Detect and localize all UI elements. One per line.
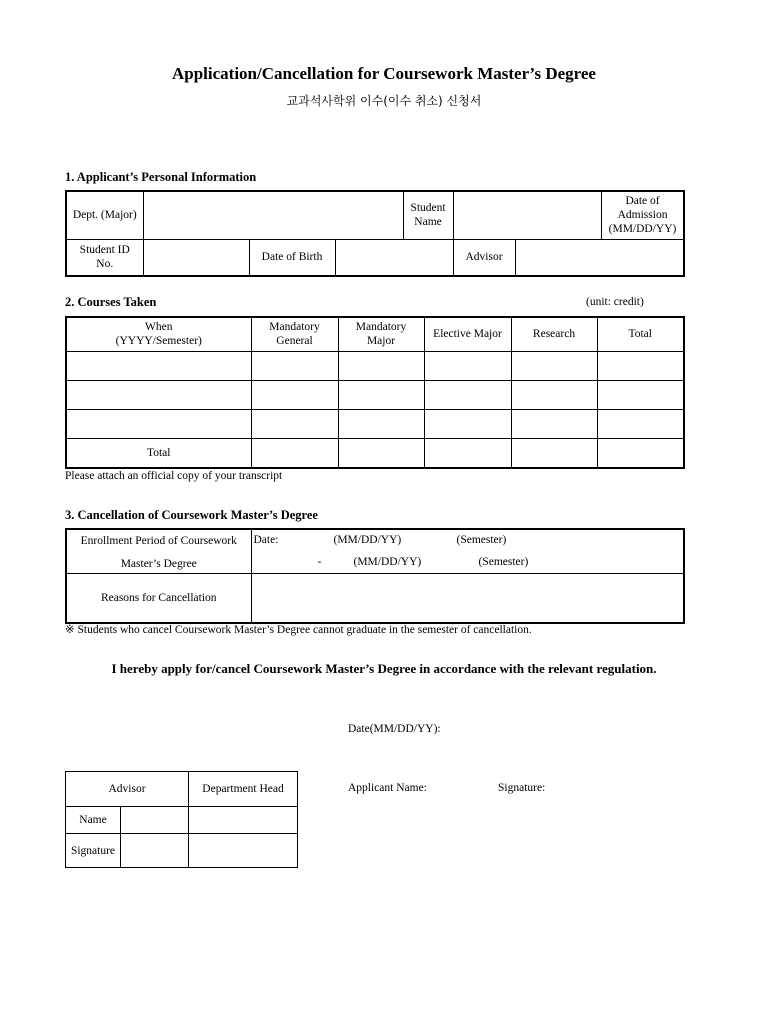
course-cell[interactable] xyxy=(338,409,424,438)
course-cell[interactable] xyxy=(511,409,597,438)
end-date-format: (MM/DD/YY) xyxy=(353,556,422,568)
document-title: Application/Cancellation for Coursework Master’s Degree xyxy=(172,64,596,83)
date-line: Date(MM/DD/YY): xyxy=(348,723,441,735)
dept-major-field[interactable] xyxy=(143,191,403,239)
cancellation-table xyxy=(65,528,685,624)
total-cell[interactable] xyxy=(338,438,424,468)
total-cell[interactable] xyxy=(597,438,684,468)
enrollment-period-label xyxy=(66,529,251,574)
date-of-birth-label: Date of Birth xyxy=(249,239,335,276)
approval-advisor-header: Advisor xyxy=(66,772,189,807)
course-row xyxy=(66,351,684,380)
course-cell[interactable] xyxy=(251,409,338,438)
section1-heading: 1. Applicant’s Personal Information xyxy=(65,170,257,184)
course-cell[interactable] xyxy=(424,380,511,409)
student-id-label: Student ID No. xyxy=(66,239,143,276)
course-row xyxy=(66,380,684,409)
date-of-birth-field[interactable] xyxy=(335,239,453,276)
course-cell[interactable] xyxy=(338,351,424,380)
dept-major-label: Dept. (Major) xyxy=(66,191,143,239)
cancellation-warning: ※ Students who cancel Coursework Master’s Degree cannot graduate in the semester of cancellation. xyxy=(65,624,532,636)
advisor-signature-field[interactable] xyxy=(121,834,189,868)
course-row xyxy=(66,409,684,438)
header-total: Total xyxy=(597,317,684,351)
applicant-signature-label: Signature: xyxy=(498,782,546,794)
header-mandatory-general: Mandatory General xyxy=(251,317,338,351)
header-mandatory-major: Mandatory Major xyxy=(338,317,424,351)
course-cell[interactable] xyxy=(597,409,684,438)
course-cell[interactable] xyxy=(66,409,251,438)
advisor-label: Advisor xyxy=(453,239,515,276)
personal-info-table xyxy=(65,190,685,277)
course-cell[interactable] xyxy=(511,380,597,409)
end-semester: (Semester) xyxy=(478,556,529,568)
date-label: Date: xyxy=(253,534,279,546)
document-subtitle-korean: 교과석사학위 이수(이수 취소) 신청서 xyxy=(286,94,482,108)
start-date-format: (MM/DD/YY) xyxy=(333,534,402,546)
department-head-signature-field[interactable] xyxy=(189,834,298,868)
application-statement: I hereby apply for/cancel Coursework Master’s Degree in accordance with the relevant regulation. xyxy=(111,661,657,676)
total-cell[interactable] xyxy=(511,438,597,468)
date-of-admission-label: Date of Admission (MM/DD/YY) xyxy=(601,191,684,239)
department-head-name-field[interactable] xyxy=(189,807,298,834)
header-elective-major: Elective Major xyxy=(424,317,511,351)
approval-table xyxy=(65,771,298,868)
reasons-label: Reasons for Cancellation xyxy=(66,574,251,623)
start-semester: (Semester) xyxy=(456,534,507,546)
date-range-dash: - xyxy=(317,556,322,568)
advisor-name-field[interactable] xyxy=(121,807,189,834)
course-cell[interactable] xyxy=(66,380,251,409)
course-cell[interactable] xyxy=(597,380,684,409)
course-cell[interactable] xyxy=(424,409,511,438)
student-name-label: Student Name xyxy=(403,191,453,239)
reasons-field[interactable] xyxy=(251,574,684,623)
header-research: Research xyxy=(511,317,597,351)
section3-heading: 3. Cancellation of Coursework Master’s Degree xyxy=(65,508,318,522)
transcript-note: Please attach an official copy of your transcript xyxy=(65,470,283,482)
course-cell[interactable] xyxy=(424,351,511,380)
header-when: When (YYYY/Semester) xyxy=(66,317,251,351)
section2-heading: 2. Courses Taken xyxy=(65,295,157,309)
unit-note: (unit: credit) xyxy=(586,296,644,308)
student-name-field[interactable] xyxy=(453,191,601,239)
course-cell[interactable] xyxy=(597,351,684,380)
approval-department-head-header: Department Head xyxy=(189,772,298,807)
courses-taken-table xyxy=(65,316,685,469)
enrollment-label-line1: Enrollment Period of Coursework xyxy=(80,534,237,547)
course-cell[interactable] xyxy=(251,380,338,409)
course-cell[interactable] xyxy=(511,351,597,380)
advisor-field[interactable] xyxy=(515,239,684,276)
approval-signature-label: Signature xyxy=(66,834,121,868)
course-cell[interactable] xyxy=(66,351,251,380)
total-cell[interactable] xyxy=(251,438,338,468)
course-cell[interactable] xyxy=(338,380,424,409)
student-id-field[interactable] xyxy=(143,239,249,276)
total-cell[interactable] xyxy=(424,438,511,468)
total-row xyxy=(66,438,684,468)
course-cell[interactable] xyxy=(251,351,338,380)
approval-name-label: Name xyxy=(66,807,121,834)
enrollment-period-field[interactable] xyxy=(251,529,684,574)
enrollment-label-line2: Master’s Degree xyxy=(120,557,197,570)
applicant-name-label: Applicant Name: xyxy=(348,782,427,794)
total-label: Total xyxy=(66,438,251,468)
